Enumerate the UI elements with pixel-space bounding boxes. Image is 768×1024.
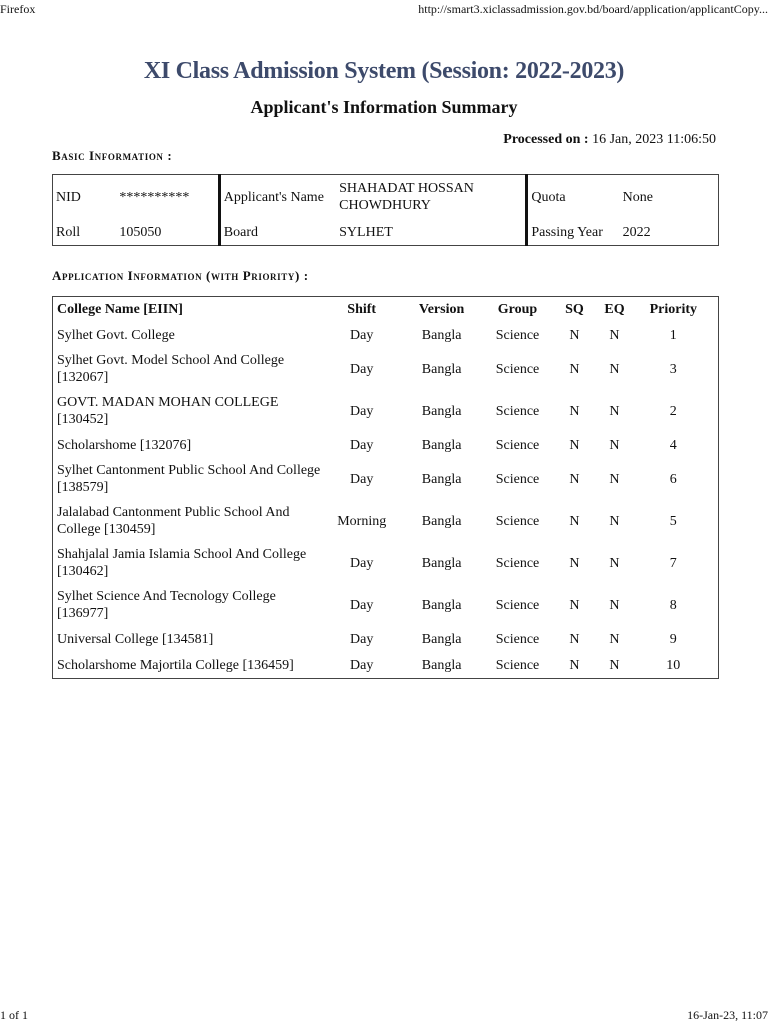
board-value: SYLHET [339, 224, 393, 240]
priority-cell: 4 [669, 437, 677, 453]
shift-cell: Day [350, 361, 374, 377]
group-cell: Science [495, 513, 540, 529]
roll-label: Roll [56, 224, 81, 240]
version-cell: Bangla [421, 471, 462, 487]
eq-cell: N [609, 437, 620, 453]
print-header [0, 2, 768, 16]
column-header: EQ [604, 301, 625, 317]
group-cell: Science [495, 327, 540, 343]
priority-cell: 5 [669, 513, 677, 529]
page-url: http://smart3.xiclassadmission.gov.bd/board/application/applicantCopy... [418, 2, 768, 16]
group-cell: Science [495, 403, 540, 419]
print-footer [0, 1008, 768, 1022]
processed-label: Processed on : [503, 132, 589, 147]
table-row [53, 584, 719, 626]
group-cell: Science [495, 437, 540, 453]
sq-cell: N [569, 403, 580, 419]
print-datetime: 16-Jan-23, 11:07 [687, 1008, 768, 1022]
shift-cell: Morning [337, 513, 387, 529]
roll-value: 105050 [119, 224, 162, 240]
college-name-cell: Scholarshome Majortila College [136459] [57, 657, 294, 673]
priority-cell: 6 [669, 471, 677, 487]
eq-cell: N [609, 361, 620, 377]
basic-info-row [53, 219, 719, 246]
sq-cell: N [569, 597, 580, 613]
application-info-heading: Application Information (with Priority) : [52, 268, 309, 283]
sq-cell: N [569, 555, 580, 571]
table-row [53, 542, 719, 584]
college-name-cell: Sylhet Govt. College [57, 327, 175, 343]
version-cell: Bangla [421, 631, 462, 647]
table-row [53, 626, 719, 652]
column-header: Version [418, 301, 465, 317]
sq-cell: N [569, 471, 580, 487]
version-cell: Bangla [421, 597, 462, 613]
name-label: Applicant's Name [219, 175, 336, 220]
processed-on [503, 132, 716, 148]
priority-cell: 8 [669, 597, 677, 613]
shift-cell: Day [350, 657, 374, 673]
version-cell: Bangla [421, 403, 462, 419]
basic-info-table [52, 174, 719, 246]
college-name-cell: Shahjalal Jamia Islamia School And College [130462] [57, 547, 307, 579]
college-name-cell: Jalalabad Cantonment Public School And College [130459] [57, 505, 290, 537]
table-header-row [53, 297, 719, 323]
college-name-cell: Universal College [134581] [57, 631, 214, 647]
table-row [53, 432, 719, 458]
eq-cell: N [609, 513, 620, 529]
group-cell: Science [495, 361, 540, 377]
table-row [53, 348, 719, 390]
sq-cell: N [569, 657, 580, 673]
page-title: XI Class Admission System (Session: 2022-2023) [143, 58, 625, 84]
eq-cell: N [609, 403, 620, 419]
sq-cell: N [569, 327, 580, 343]
page-subtitle: Applicant's Information Summary [250, 97, 518, 117]
version-cell: Bangla [421, 327, 462, 343]
column-header: College Name [EIIN] [57, 301, 183, 317]
basic-info-row [53, 175, 719, 220]
processed-value: 16 Jan, 2023 11:06:50 [592, 132, 716, 147]
nid-label: NID [56, 189, 81, 205]
shift-cell: Day [350, 555, 374, 571]
sq-cell: N [569, 361, 580, 377]
quota-label: Quota [527, 175, 620, 220]
college-name-cell: Sylhet Science And Tecnology College [136977] [57, 589, 276, 621]
browser-name: Firefox [0, 2, 36, 16]
passing-year-value: 2022 [622, 224, 651, 240]
version-cell: Bangla [421, 361, 462, 377]
table-row [53, 322, 719, 348]
sq-cell: N [569, 631, 580, 647]
group-cell: Science [495, 471, 540, 487]
passing-year-label: Passing Year [527, 219, 620, 246]
priority-cell: 9 [669, 631, 677, 647]
table-row [53, 652, 719, 679]
college-name-cell: Sylhet Cantonment Public School And College [138579] [57, 463, 321, 495]
column-header: SQ [565, 301, 584, 317]
board-label: Board [219, 219, 336, 246]
eq-cell: N [609, 657, 620, 673]
eq-cell: N [609, 597, 620, 613]
group-cell: Science [495, 657, 540, 673]
eq-cell: N [609, 631, 620, 647]
basic-info-heading: Basic Information : [52, 148, 173, 163]
college-name-cell: GOVT. MADAN MOHAN COLLEGE [130452] [57, 395, 279, 427]
page-count: 1 of 1 [0, 1008, 28, 1022]
shift-cell: Day [350, 631, 374, 647]
college-name-cell: Scholarshome [132076] [57, 437, 192, 453]
priority-cell: 2 [669, 403, 677, 419]
group-cell: Science [495, 555, 540, 571]
shift-cell: Day [350, 597, 374, 613]
group-cell: Science [495, 631, 540, 647]
version-cell: Bangla [421, 513, 462, 529]
column-header: Group [497, 301, 538, 317]
priority-cell: 10 [666, 657, 681, 673]
priority-cell: 3 [669, 361, 677, 377]
eq-cell: N [609, 327, 620, 343]
priority-cell: 1 [669, 327, 677, 343]
column-header: Shift [347, 301, 377, 317]
version-cell: Bangla [421, 657, 462, 673]
nid-value: ********** [119, 189, 190, 205]
priority-cell: 7 [669, 555, 677, 571]
eq-cell: N [609, 471, 620, 487]
quota-value: None [622, 189, 653, 205]
version-cell: Bangla [421, 437, 462, 453]
name-value: SHAHADAT HOSSAN CHOWDHURY [339, 181, 474, 213]
column-header: Priority [649, 301, 697, 317]
shift-cell: Day [350, 437, 374, 453]
shift-cell: Day [350, 471, 374, 487]
table-row [53, 458, 719, 500]
shift-cell: Day [350, 327, 374, 343]
table-row [53, 500, 719, 542]
sq-cell: N [569, 437, 580, 453]
shift-cell: Day [350, 403, 374, 419]
group-cell: Science [495, 597, 540, 613]
college-name-cell: Sylhet Govt. Model School And College [132067] [57, 353, 285, 385]
application-table [52, 296, 719, 679]
eq-cell: N [609, 555, 620, 571]
table-row [53, 390, 719, 432]
sq-cell: N [569, 513, 580, 529]
version-cell: Bangla [421, 555, 462, 571]
